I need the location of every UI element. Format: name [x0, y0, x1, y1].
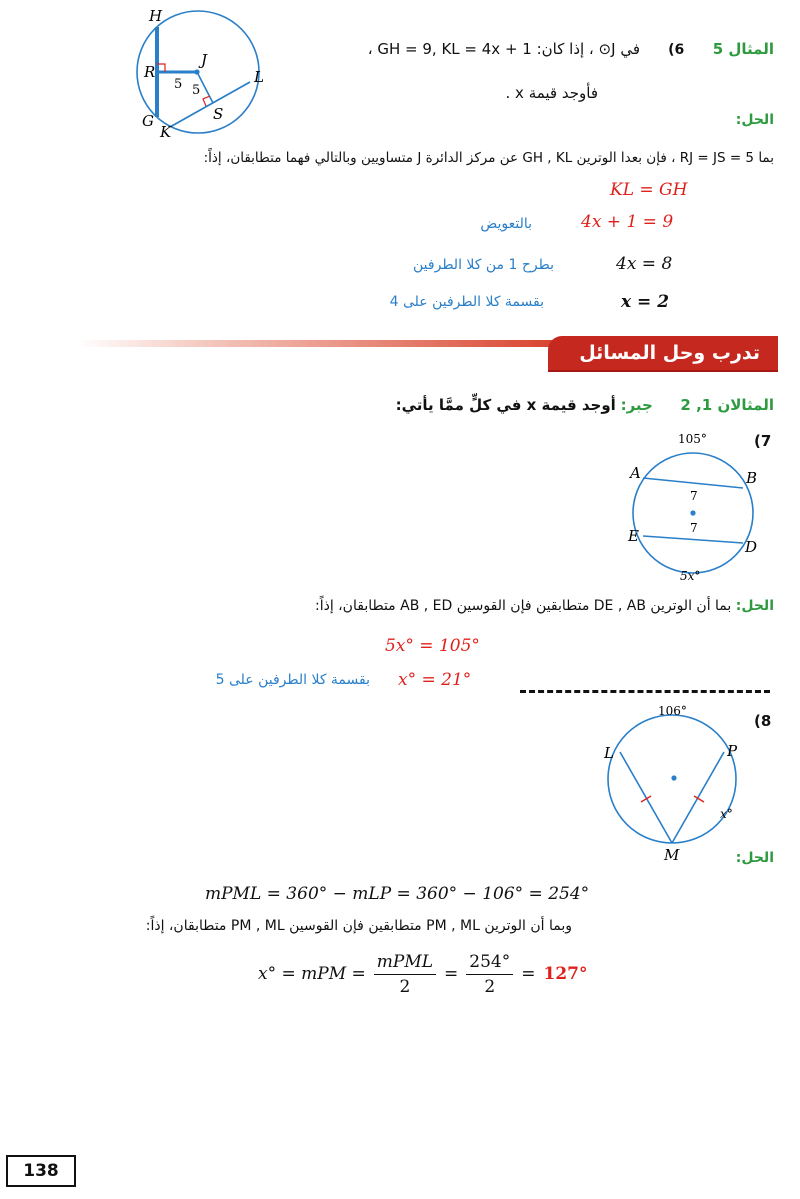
problem8-result: 127°	[543, 964, 588, 984]
problem7-number: (7	[754, 432, 772, 450]
problem7-diagram	[618, 428, 768, 584]
label-l: L	[254, 68, 264, 86]
problem8-eq-sign2: =	[521, 964, 536, 984]
example5-prompt-line2: فأوجد قيمة x .	[505, 84, 598, 102]
chord-lm	[620, 752, 672, 843]
example5-prompt-line1: في J⊙ ، إذا كان: GH = 9, KL = 4x + 1 ،	[367, 40, 640, 58]
chord-ed	[643, 536, 743, 543]
chord-mp	[672, 752, 724, 843]
label-k: K	[160, 123, 172, 138]
distance-7b: 7	[690, 521, 698, 535]
label-5b: 5	[192, 83, 201, 98]
problem8-final-lhs: x° = mPM =	[258, 964, 366, 984]
label-e: E	[628, 527, 639, 545]
problem8-number: (8	[754, 712, 772, 730]
label-m: M	[664, 846, 680, 862]
label-a: A	[630, 464, 641, 482]
problem7-sol-label: الحل:	[735, 598, 774, 614]
problem7-eq2: x° = 21°	[398, 670, 472, 690]
label-h: H	[149, 7, 163, 25]
solution1-eq3: 4x = 8	[616, 254, 673, 274]
problem8-eq1: mPML = 360° − mLP = 360° − 106° = 254°	[205, 884, 590, 904]
examples12-prompt: أوجد قيمة x في كلٍّ ممَّا يأتي:	[395, 396, 616, 414]
circle-j-diagram	[130, 6, 270, 138]
label-b: B	[746, 469, 758, 487]
example5-heading	[668, 40, 774, 58]
arc-105-label: 105°	[678, 432, 707, 446]
problem8-frac2-den: 2	[484, 976, 496, 997]
examples12-heading	[396, 396, 774, 414]
problem8-frac1-num: mPML	[374, 952, 436, 975]
arc-x-label: x°	[720, 807, 733, 821]
problem8-frac1-den: 2	[399, 976, 411, 997]
problem8-diagram	[600, 702, 750, 862]
section-banner	[548, 336, 778, 372]
arc-106-label: 106°	[658, 704, 687, 718]
problem8-final	[258, 944, 587, 1004]
page-number-box	[6, 1155, 76, 1187]
label-j: J	[201, 51, 208, 69]
dashed-separator	[520, 690, 770, 693]
solution1-eq4-note: بقسمة كلا الطرفين على 4	[389, 294, 544, 310]
problem8-eq-sign1: =	[444, 964, 459, 984]
label-5a: 5	[174, 77, 183, 92]
page-number: 138	[23, 1161, 59, 1181]
example5-label: المثال 5	[712, 40, 774, 58]
problem7-sol-text: بما أن الوترين DE , AB متطابقين فإن القوسين AB , ED متطابقان، إذاً:	[314, 598, 732, 614]
distance-7a: 7	[690, 489, 698, 503]
problem7-eq1: 5x° = 105°	[385, 636, 480, 656]
problem8-sol-label: الحل:	[735, 850, 774, 866]
examples12-label: المثالان 1, 2	[680, 396, 774, 414]
label-r: R	[144, 63, 156, 81]
problem8-frac2	[466, 952, 513, 997]
problem7-solution	[315, 598, 774, 614]
problem8-center	[671, 775, 676, 780]
section-divider-line	[76, 340, 556, 347]
problem7-center	[690, 510, 695, 515]
examples12-subject: جبر:	[620, 396, 653, 414]
label-d: D	[745, 538, 758, 556]
solution1-eq3-note: بطرح 1 من كلا الطرفين	[413, 257, 554, 273]
solution1-label: الحل:	[735, 112, 774, 128]
center-j	[194, 69, 199, 74]
problem8-frac1	[374, 952, 436, 997]
solution1-eq2: 4x + 1 = 9	[581, 212, 674, 232]
solution1-intro: بما RJ = JS = 5 ، فإن بعدا الوترين GH , KL عن مركز الدائرة J متساويين وبالتالي فهما متطابقان، إذاً:	[203, 150, 774, 166]
arc-5x-label: 5x°	[680, 569, 701, 583]
section-title: تدرب وحل المسائل	[579, 342, 760, 364]
label-g: G	[142, 112, 154, 130]
label-p: P	[727, 742, 738, 760]
example5-number: 6)	[668, 42, 685, 58]
solution1-eq2-note: بالتعويض	[480, 216, 532, 232]
solution1-eq1: KL = GH	[610, 180, 688, 200]
problem7-eq2-note: بقسمة كلا الطرفين على 5	[215, 672, 370, 688]
problem8-text: وبما أن الوترين PM , ML متطابقين فإن القوسين PM , ML متطابقان، إذاً:	[145, 918, 572, 934]
solution1-eq4: x = 2	[621, 292, 670, 312]
problem8-frac2-num: 254°	[466, 952, 513, 975]
chord-ab	[643, 478, 743, 488]
label-s: S	[213, 105, 224, 123]
label-l8: L	[604, 744, 614, 762]
